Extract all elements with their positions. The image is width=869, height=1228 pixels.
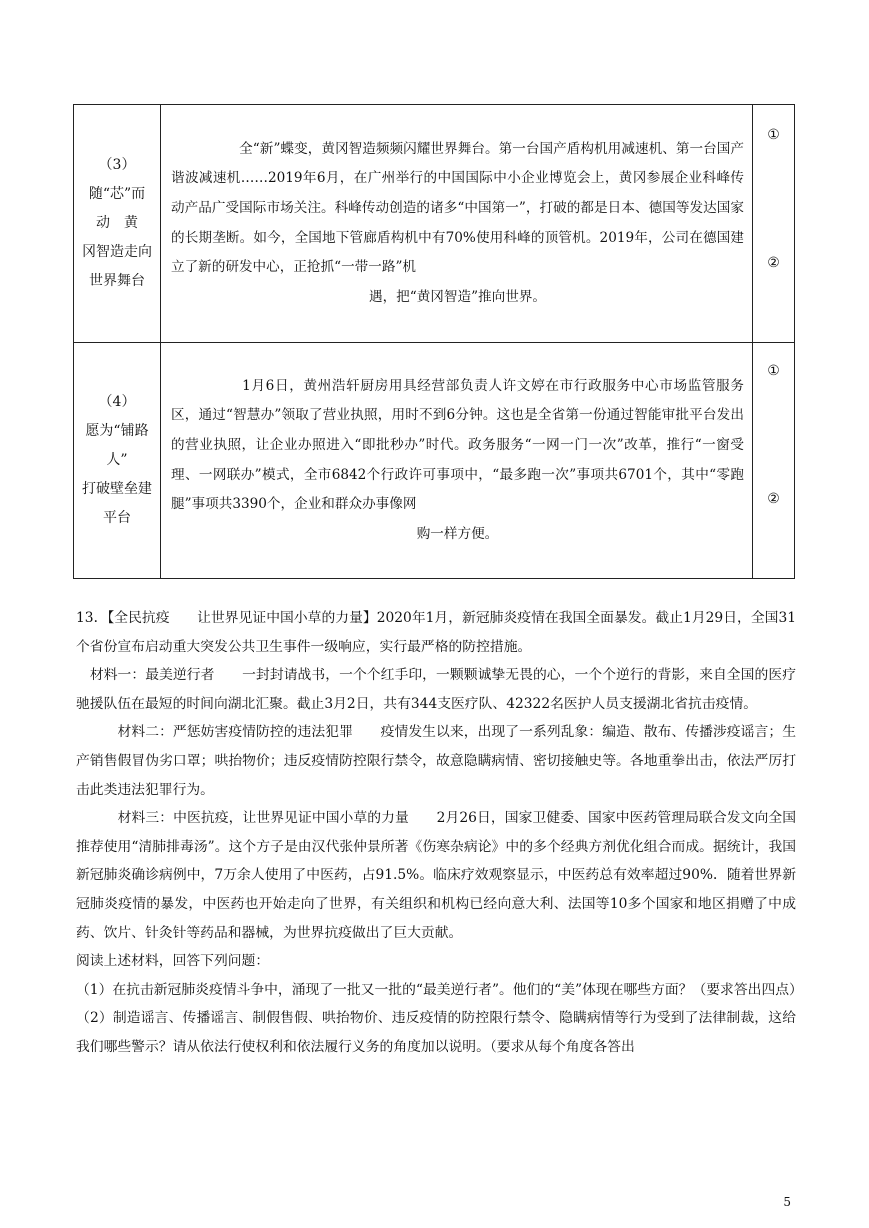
material-two: 材料二：严惩妨害疫情防控的违法犯罪 疫情发生以来，出现了一系列乱象：编造、散布、传播涉疫谣言；生产销售假冒伪劣口罩；哄抬物价；违反疫情防控限行禁令，故意隐瞒病情、密切接触史等。各地重拳出击，依法严厉打击此类违法犯罪行为。 [76, 724, 796, 798]
table-row [74, 105, 795, 343]
row-title: （3） 随“芯”而 动 黄 冈智造走向 世界舞台 [74, 105, 161, 343]
mark-two: ② [767, 255, 780, 271]
row-content: 1月6日，黄州浩轩厨房用具经营部负责人许文婷在市行政服务中心市场监管服务区，通过“智慧办”领取了营业执照，用时不到6分钟。这也是全省第一份通过智能审批平台发出的营业执照，让企业办照进入“即批秒办”时代。政务服务“一网一门一次”改革，推行“一窗受理、一网联办”模式，全市6842个行政许可事项中，“最多跑一次”事项共6701个，其中“零跑腿”事项共3390个，企业和群众办事像网 购一样方便。 [161, 343, 753, 579]
content-table [73, 104, 795, 579]
sub-question-1: （1）在抗击新冠肺炎疫情斗争中，涌现了一批又一批的“最美逆行者”。他们的“美”体现在哪些方面？（要求答出四点） [76, 981, 803, 998]
row-title: （4） 愿为“铺路 人” 打破壁垒建 平台 [74, 343, 161, 579]
material-three: 材料三：中医抗疫，让世界见证中国小草的力量 2月26日，国家卫健委、国家中医药管理局联合发文向全国推荐使用“清肺排毒汤”。这个方子是由汉代张仲景所著《伤寒杂病论》中的多个经典方剂优化组合而成。据统计，我国新冠肺炎确诊病例中，7万余人使用了中医药，占91.5%。临床疗效观察显示，中医药总有效率超过90%．随着世界新冠肺炎疫情的暴发，中医药也开始走向了世界，有关组织和机构已经向意大利、法国等10多个国家和地区捐赠了中成药、饮片、针灸针等药品和器械，为世界抗疫做出了巨大贡献。 [76, 810, 796, 941]
question-13 [76, 604, 803, 1062]
answer-marks [753, 105, 795, 343]
mark-one: ① [767, 363, 780, 379]
material-one: 材料一：最美逆行者 一封封请战书，一个个红手印，一颗颗诚挚无畏的心，一个个逆行的背影，来自全国的医疗驰援队伍在最短的时间向湖北汇聚。截止3月2日，共有344支医疗队、42322名医护人员支援湖北省抗击疫情。 [76, 667, 796, 712]
row-content: 全“新”蝶变，黄冈智造频频闪耀世界舞台。第一台国产盾构机用减速机、第一台国产谐波减速机……2019年6月，在广州举行的中国国际中小企业博览会上，黄冈参展企业科峰传动产品广受国际市场关注。科峰传动创造的诸多“中国第一”，打破的都是日本、德国等发达国家的长期垄断。如今，全国地下管廊盾构机中有70%使用科峰的顶管机。2019年，公司在德国建立了新的研发中心，正抢抓“一带一路”机 遇，把“黄冈智造”推向世界。 [161, 105, 753, 343]
question-intro: 13．【全民抗疫 让世界见证中国小草的力量】2020年1月，新冠肺炎疫情在我国全面暴发。截止1月29日，全国31个省份宣布启动重大突发公共卫生事件一级响应，实行最严格的防控措施。 [76, 610, 796, 655]
answer-marks [753, 343, 795, 579]
mark-two: ② [767, 491, 780, 507]
sub-question-2: （2）制造谣言、传播谣言、制假售假、哄抬物价、违反疫情的防控限行禁令、隐瞒病情等行为受到了法律制裁，这给我们哪些警示？请从依法行使权利和依法履行义务的角度加以说明。（要求从每个角度各答出 [76, 1010, 796, 1055]
mark-one: ① [767, 127, 780, 143]
table-row [74, 343, 795, 579]
page-number: 5 [783, 1195, 791, 1209]
question-prompt: 阅读上述材料，回答下列问题： [76, 953, 270, 970]
